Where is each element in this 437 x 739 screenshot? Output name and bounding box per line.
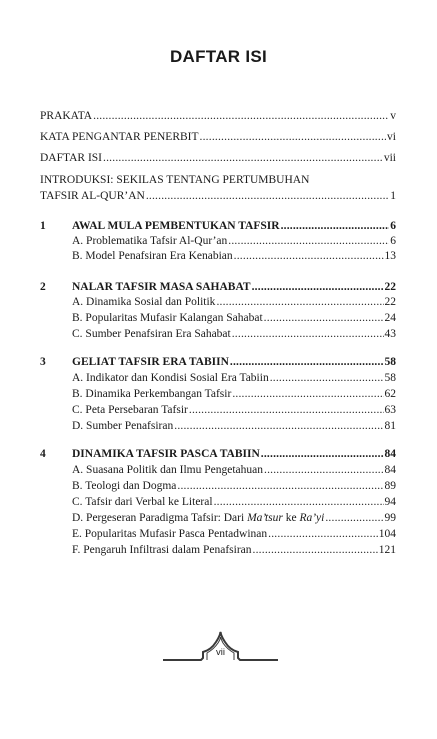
toc-entry-label: PRAKATA [40, 110, 93, 122]
chapter-number: 3 [40, 356, 46, 368]
toc-entry-prakata[interactable] [40, 109, 396, 124]
toc-entry-daftar-isi[interactable] [40, 151, 396, 166]
page-title: DAFTAR ISI [169, 47, 268, 66]
subentry-page: 104 [378, 528, 396, 540]
toc-subentry[interactable] [72, 311, 396, 326]
chapter-heading[interactable] [72, 219, 396, 234]
toc-entry-introduksi-line1[interactable]: INTRODUKSI: SEKILAS TENTANG PERTUMBUHAN [40, 174, 310, 186]
chapter-heading[interactable] [72, 280, 396, 295]
leader-dots [214, 495, 384, 510]
chapter-page: 22 [384, 281, 396, 293]
chapter-page: 6 [390, 220, 396, 232]
leader-dots [93, 109, 389, 124]
subentry-label-italic: Ra’yi [299, 512, 325, 524]
toc-subentry[interactable] [72, 371, 396, 386]
subentry-page: 63 [384, 404, 396, 416]
toc-entry-label: DAFTAR ISI [40, 152, 103, 164]
page-number: vii [216, 647, 225, 658]
subentry-label: B. Popularitas Mufasir Kalangan Sahabat [72, 312, 263, 324]
subentry-page: 99 [384, 512, 396, 524]
leader-dots [264, 463, 384, 478]
toc-subentry[interactable] [72, 543, 396, 558]
leader-dots [268, 527, 378, 542]
subentry-label-italic: Ma’tsur [247, 512, 283, 524]
toc-subentry[interactable] [72, 527, 396, 542]
chapter-number: 2 [40, 281, 46, 293]
toc-subentry[interactable] [72, 479, 396, 494]
toc-subentry[interactable] [72, 495, 396, 510]
toc-entry-kata-pengantar[interactable] [40, 130, 396, 145]
chapter-title: NALAR TAFSIR MASA SAHABAT [72, 281, 251, 293]
toc-subentry[interactable] [72, 295, 396, 310]
toc-subentry[interactable] [72, 234, 396, 249]
subentry-page: 6 [390, 235, 396, 247]
toc-subentry[interactable] [72, 249, 396, 264]
leader-dots [281, 219, 390, 234]
subentry-label: A. Dinamika Sosial dan Politik [72, 296, 216, 308]
subentry-page: 62 [384, 388, 396, 400]
toc-subentry[interactable] [72, 327, 396, 342]
subentry-label [72, 511, 324, 526]
leader-dots [174, 419, 383, 434]
toc-subentry[interactable] [72, 419, 396, 434]
toc-entry-label: TAFSIR AL-QUR’AN [40, 190, 145, 202]
toc-entry-page: vii [383, 152, 396, 164]
chapter-number: 1 [40, 220, 46, 232]
subentry-label: B. Dinamika Perkembangan Tafsir [72, 388, 232, 400]
leader-dots [234, 249, 384, 264]
leader-dots [230, 355, 384, 370]
subentry-page: 84 [384, 464, 396, 476]
leader-dots [189, 403, 384, 418]
subentry-label: B. Teologi dan Dogma [72, 480, 177, 492]
toc-entry-page: vi [387, 131, 396, 143]
subentry-label-pre: D. Pergeseran Paradigma Tafsir: Dari [72, 512, 248, 524]
subentry-page: 121 [378, 544, 396, 556]
toc-subentry[interactable] [72, 403, 396, 418]
subentry-page: 58 [384, 372, 396, 384]
leader-dots [270, 371, 384, 386]
toc-subentry[interactable] [72, 463, 396, 478]
leader-dots [103, 151, 383, 166]
leader-dots [232, 327, 384, 342]
subentry-page: 94 [384, 496, 396, 508]
toc-entry-introduksi[interactable] [40, 189, 396, 204]
toc-subentry[interactable] [72, 511, 396, 526]
chapter-title: AWAL MULA PEMBENTUKAN TAFSIR [72, 220, 280, 232]
toc-entry-label: KATA PENGANTAR PENERBIT [40, 131, 199, 143]
subentry-label: C. Tafsir dari Verbal ke Literal [72, 496, 213, 508]
leader-dots [146, 189, 389, 204]
subentry-label-mid: ke [282, 512, 300, 524]
chapter-page: 58 [384, 356, 396, 368]
subentry-page: 22 [384, 296, 396, 308]
leader-dots [325, 511, 383, 526]
chapter-number: 4 [40, 448, 46, 460]
subentry-label: B. Model Penafsiran Era Kenabian [72, 250, 233, 262]
leader-dots [177, 479, 383, 494]
subentry-label: F. Pengaruh Infiltrasi dalam Penafsiran [72, 544, 252, 556]
leader-dots [232, 387, 383, 402]
leader-dots [228, 234, 389, 249]
subentry-label: A. Indikator dan Kondisi Sosial Era Tabiin [72, 372, 269, 384]
chapter-heading[interactable] [72, 355, 396, 370]
subentry-page: 43 [384, 328, 396, 340]
chapter-heading[interactable] [72, 447, 396, 462]
subentry-label: A. Problematika Tafsir Al-Qur’an [72, 235, 228, 247]
toc-entry-page: v [390, 110, 396, 122]
subentry-label: D. Sumber Penafsiran [72, 420, 174, 432]
leader-dots [200, 130, 387, 145]
toc-entry-page: 1 [390, 190, 396, 202]
leader-dots [261, 447, 384, 462]
leader-dots [264, 311, 384, 326]
subentry-page: 89 [384, 480, 396, 492]
subentry-page: 24 [384, 312, 396, 324]
subentry-label: A. Suasana Politik dan Ilmu Pengetahuan [72, 464, 263, 476]
leader-dots [216, 295, 383, 310]
subentry-page: 13 [384, 250, 396, 262]
subentry-page: 81 [384, 420, 396, 432]
chapter-title: GELIAT TAFSIR ERA TABIIN [72, 356, 229, 368]
subentry-label: E. Popularitas Mufasir Pasca Pentadwinan [72, 528, 268, 540]
leader-dots [253, 543, 378, 558]
subentry-label: C. Sumber Penafsiran Era Sahabat [72, 328, 231, 340]
subentry-label: C. Peta Persebaran Tafsir [72, 404, 188, 416]
leader-dots [252, 280, 384, 295]
chapter-title: DINAMIKA TAFSIR PASCA TABIIN [72, 448, 260, 460]
chapter-page: 84 [384, 448, 396, 460]
toc-subentry[interactable] [72, 387, 396, 402]
